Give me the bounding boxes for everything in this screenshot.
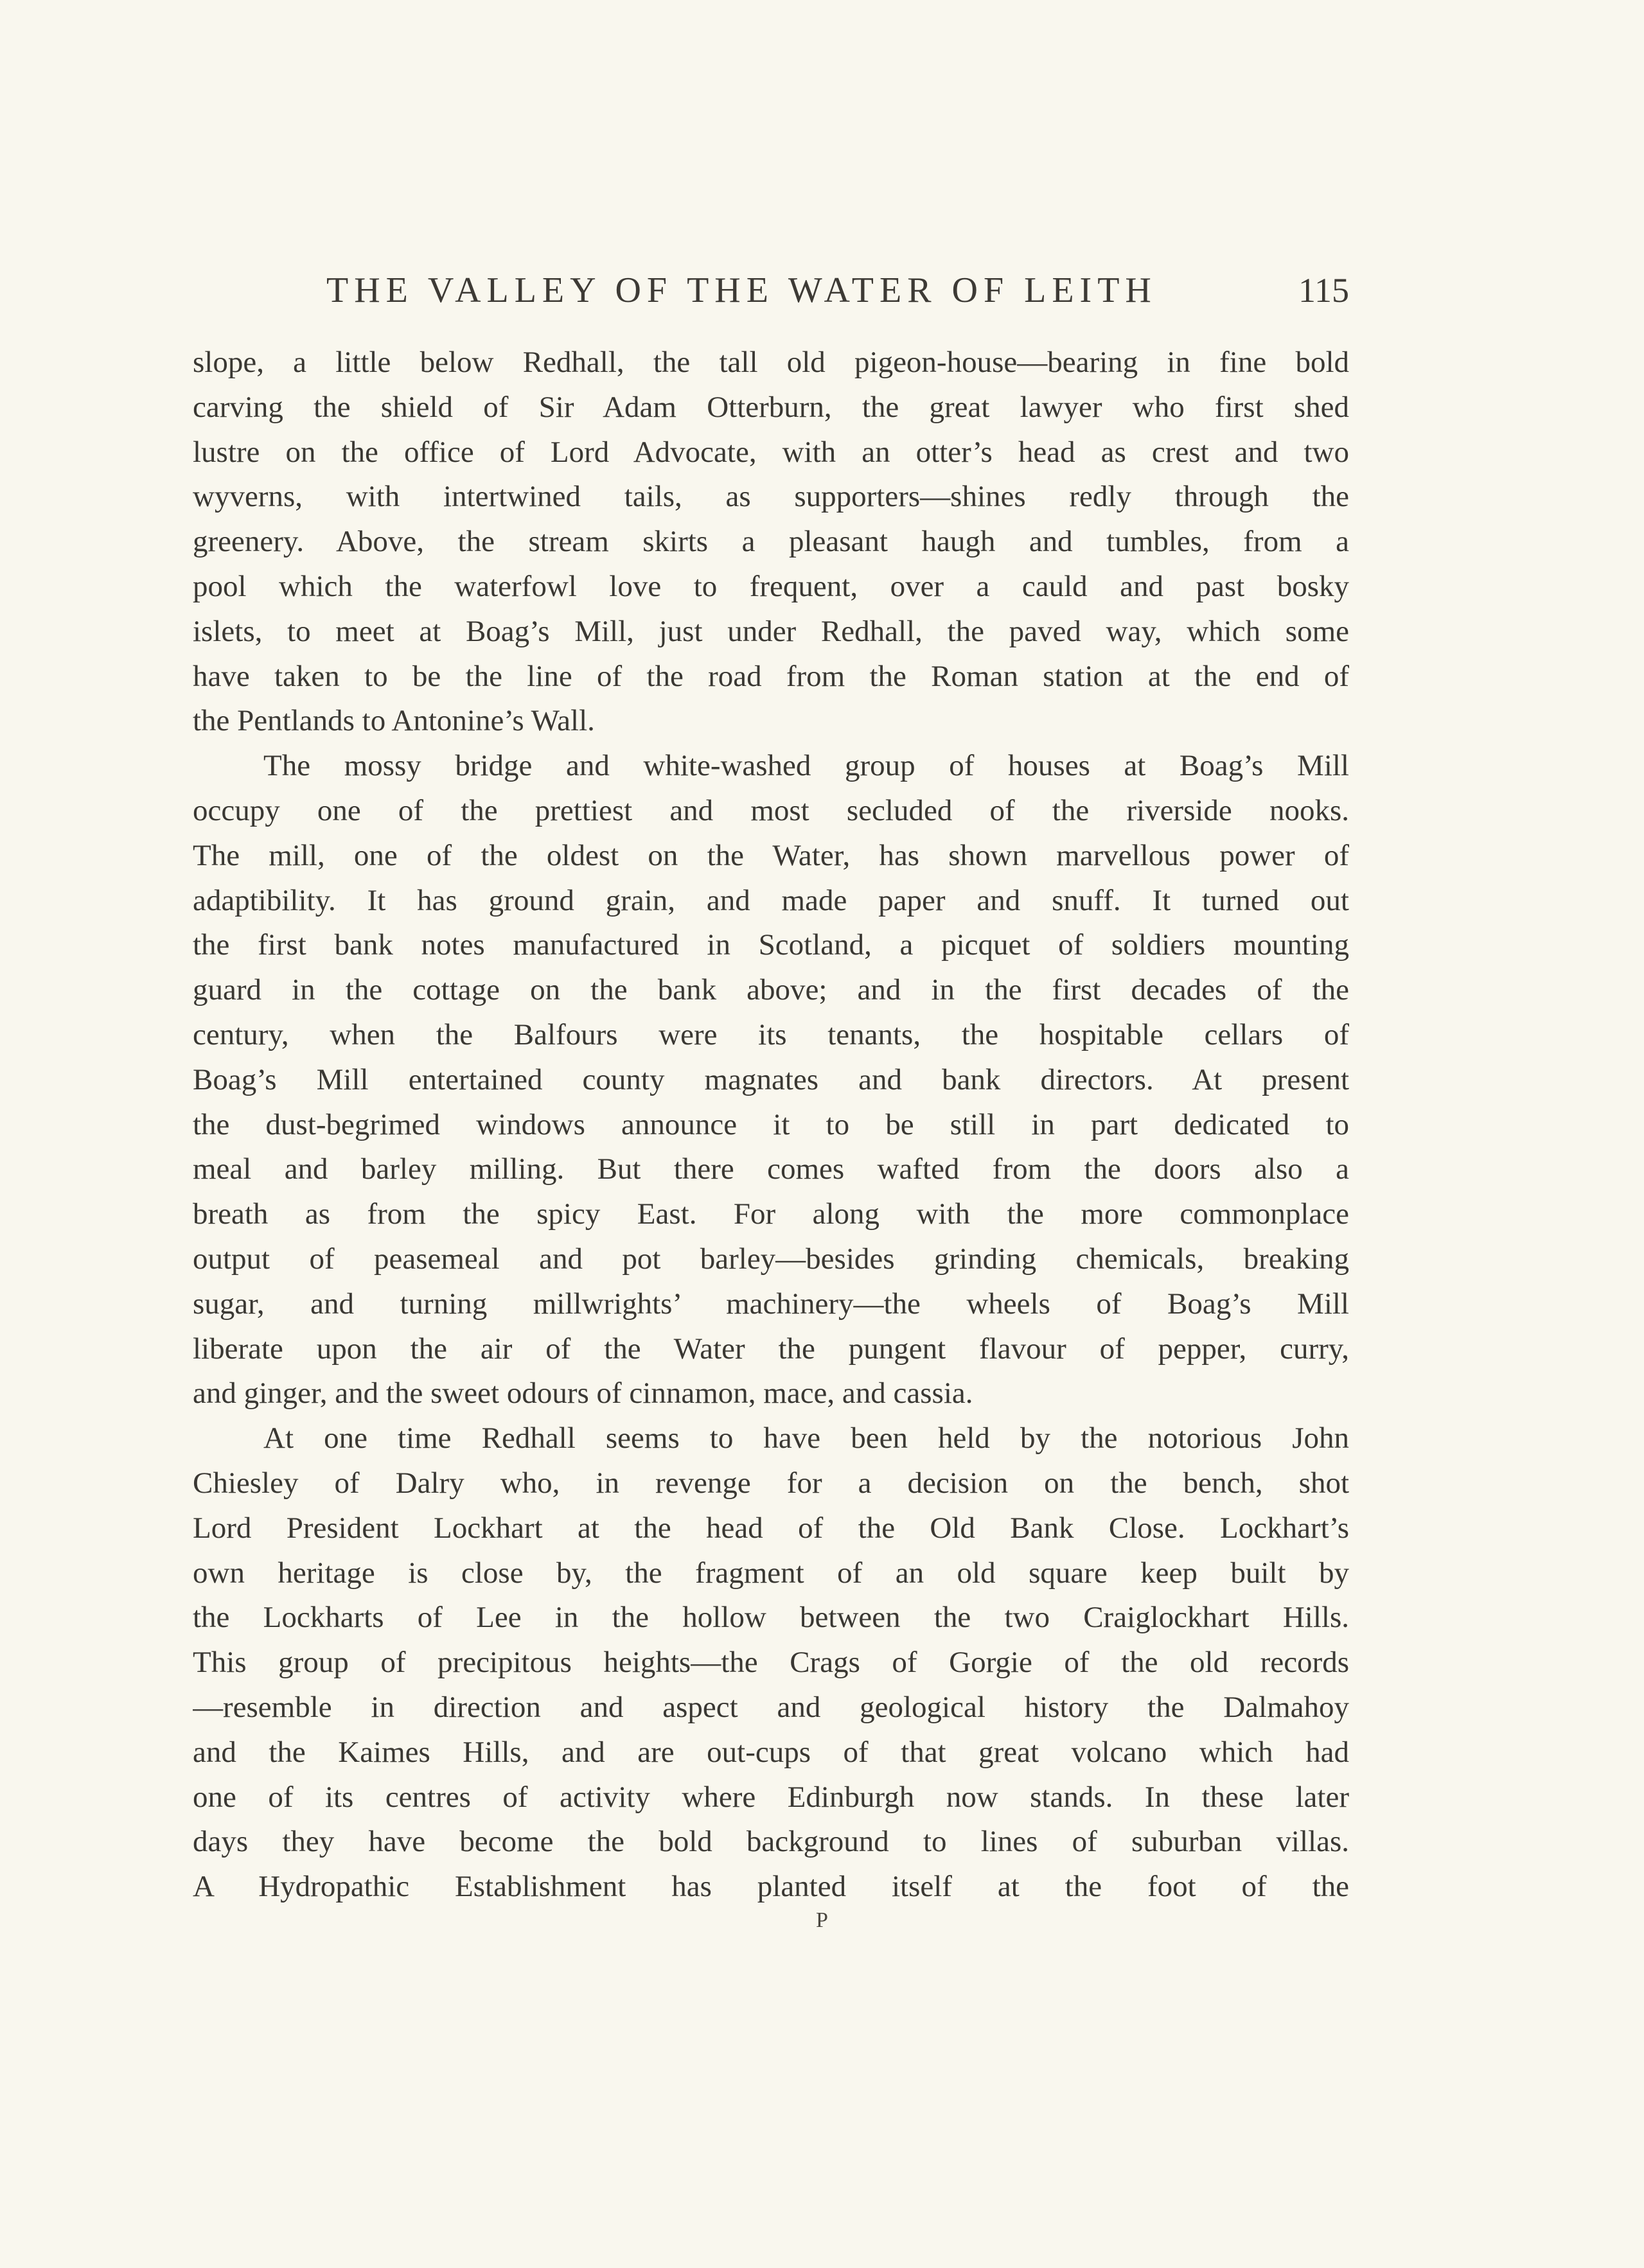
text-line: the Lockharts of Lee in the hollow between the two Craiglockhart Hills. [193, 1601, 1349, 1635]
text-line: lustre on the office of Lord Advocate, with an otter’s head as crest and two [193, 435, 1349, 469]
text-line: Chiesley of Dalry who, in revenge for a decision on the bench, shot [193, 1466, 1349, 1500]
text-line: carving the shield of Sir Adam Otterburn, the great lawyer who first shed [193, 390, 1349, 424]
text-line: A Hydropathic Establishment has planted itself at the foot of the [193, 1870, 1349, 1904]
text-line: wyverns, with intertwined tails, as supporters—shines redly through the [193, 480, 1349, 514]
text-line: the dust-begrimed windows announce it to be still in part dedicated to [193, 1107, 1349, 1141]
paragraph [193, 744, 1349, 1416]
paragraph [193, 340, 1349, 744]
text-line: slope, a little below Redhall, the tall old pigeon-house—bearing in fine bold [193, 346, 1349, 379]
paragraph [193, 1416, 1349, 1910]
text-line: At one time Redhall seems to have been held by the notorious John [263, 1421, 1349, 1455]
page-number: 115 [1298, 271, 1349, 310]
text-line: The mill, one of the oldest on the Water, has shown marvellous power of [193, 838, 1349, 872]
text-line: and the Kaimes Hills, and are out-cups of that great volcano which had [193, 1735, 1349, 1769]
text-line: one of its centres of activity where Edinburgh now stands. In these later [193, 1780, 1349, 1814]
text-line: adaptibility. It has ground grain, and made paper and snuff. It turned out [193, 883, 1349, 917]
text-line: islets, to meet at Boag’s Mill, just under Redhall, the paved way, which some [193, 614, 1349, 648]
text-line: guard in the cottage on the bank above; and in the first decades of the [193, 973, 1349, 1007]
text-line: and ginger, and the sweet odours of cinnamon, mace, and cassia. [193, 1376, 973, 1411]
text-line: output of peasemeal and pot barley—besides grinding chemicals, breaking [193, 1242, 1349, 1276]
text-line: sugar, and turning millwrights’ machinery—the wheels of Boag’s Mill [193, 1287, 1349, 1321]
text-line: have taken to be the line of the road from the Roman station at the end of [193, 659, 1349, 693]
page-header [193, 265, 1349, 316]
text-line: —resemble in direction and aspect and geological history the Dalmahoy [193, 1690, 1349, 1724]
signature-mark: P [816, 1908, 828, 1932]
text-line: liberate upon the air of the Water the pungent flavour of pepper, curry, [193, 1332, 1349, 1366]
body-text [193, 340, 1349, 1910]
text-line: century, when the Balfours were its tenants, the hospitable cellars of [193, 1017, 1349, 1051]
running-head: THE VALLEY OF THE WATER OF LEITH [326, 270, 1157, 310]
text-line: greenery. Above, the stream skirts a pleasant haugh and tumbles, from a [193, 525, 1349, 559]
text-line: Boag’s Mill entertained county magnates and bank directors. At present [193, 1062, 1349, 1096]
text-line: the first bank notes manufactured in Scotland, a picquet of soldiers mounting [193, 928, 1349, 962]
text-line: pool which the waterfowl love to frequent, over a cauld and past bosky [193, 569, 1349, 603]
text-line: the Pentlands to Antonine’s Wall. [193, 704, 595, 738]
text-line: The mossy bridge and white-washed group of houses at Boag’s Mill [263, 749, 1349, 783]
text-line: Lord President Lockhart at the head of the Old Bank Close. Lockhart’s [193, 1511, 1349, 1545]
text-line: occupy one of the prettiest and most secluded of the riverside nooks. [193, 793, 1349, 827]
text-line: days they have become the bold background to lines of suburban villas. [193, 1825, 1349, 1859]
text-line: meal and barley milling. But there comes wafted from the doors also a [193, 1152, 1349, 1186]
text-line: own heritage is close by, the fragment of an old square keep built by [193, 1556, 1349, 1590]
text-line: This group of precipitous heights—the Crags of Gorgie of the old records [193, 1646, 1349, 1680]
text-line: breath as from the spicy East. For along with the more commonplace [193, 1197, 1349, 1231]
